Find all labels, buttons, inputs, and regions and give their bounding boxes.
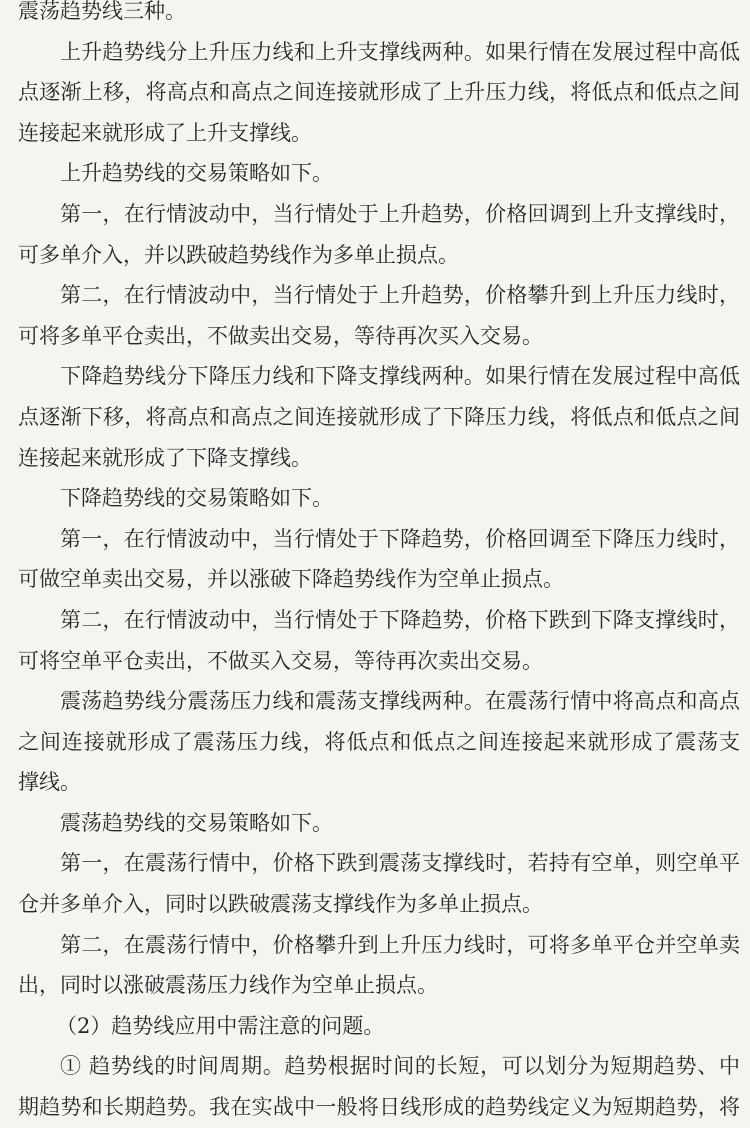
text-line: 可多单介入，并以跌破趋势线作为多单止损点。 <box>18 242 459 267</box>
text-line: 第二，在震荡行情中，价格攀升到上升压力线时，可将多单平仓并空单卖 <box>60 932 740 957</box>
text-line: 上升趋势线分上升压力线和上升支撑线两种。如果行情在发展过程中高低 <box>60 39 740 64</box>
text-line: 点逐渐上移，将高点和高点之间连接就形成了上升压力线，将低点和低点之间 <box>18 80 740 105</box>
text-line: 可将空单平仓卖出，不做买入交易，等待再次卖出交易。 <box>18 648 543 673</box>
text-line: 震荡趋势线分震荡压力线和震荡支撑线两种。在震荡行情中将高点和高点 <box>60 689 740 714</box>
text-line: 第一，在震荡行情中，价格下跌到震荡支撑线时，若持有空单，则空单平 <box>60 851 740 876</box>
text-line: 第二，在行情波动中，当行情处于下降趋势，价格下跌到下降支撑线时， <box>60 607 740 632</box>
text-line: 撑线。 <box>18 770 81 795</box>
text-line: （2）趋势线应用中需注意的问题。 <box>56 1013 385 1038</box>
text-line: 第一，在行情波动中，当行情处于下降趋势，价格回调至下降压力线时， <box>60 526 740 551</box>
text-line: 上升趋势线的交易策略如下。 <box>60 161 333 186</box>
text-line: 震荡趋势线三种。 <box>18 0 186 23</box>
text-line: 之间连接就形成了震荡压力线，将低点和低点之间连接起来就形成了震荡支 <box>18 729 740 754</box>
text-line: 期趋势和长期趋势。我在实战中一般将日线形成的趋势线定义为短期趋势，将 <box>18 1095 740 1120</box>
text-line: 第一，在行情波动中，当行情处于上升趋势，价格回调到上升支撑线时， <box>60 201 740 226</box>
text-line: 可做空单卖出交易，并以涨破下降趋势线作为空单止损点。 <box>18 567 564 592</box>
text-line: 第二，在行情波动中，当行情处于上升趋势，价格攀升到上升压力线时， <box>60 283 740 308</box>
text-line: 点逐渐下移，将高点和高点之间连接就形成了下降压力线，将低点和低点之间 <box>18 404 740 429</box>
text-line: 可将多单平仓卖出，不做卖出交易，等待再次买入交易。 <box>18 323 543 348</box>
text-line: 连接起来就形成了下降支撑线。 <box>18 445 312 470</box>
text-line: 下降趋势线的交易策略如下。 <box>60 486 333 511</box>
text-line: 连接起来就形成了上升支撑线。 <box>18 120 312 145</box>
text-line: 震荡趋势线的交易策略如下。 <box>60 810 333 835</box>
text-line: 下降趋势线分下降压力线和下降支撑线两种。如果行情在发展过程中高低 <box>60 364 740 389</box>
text-line: 出，同时以涨破震荡压力线作为空单止损点。 <box>18 973 438 998</box>
text-line: 仓并多单介入，同时以跌破震荡支撑线作为多单止损点。 <box>18 892 543 917</box>
text-line: ① 趋势线的时间周期。趋势根据时间的长短，可以划分为短期趋势、中 <box>60 1054 740 1079</box>
